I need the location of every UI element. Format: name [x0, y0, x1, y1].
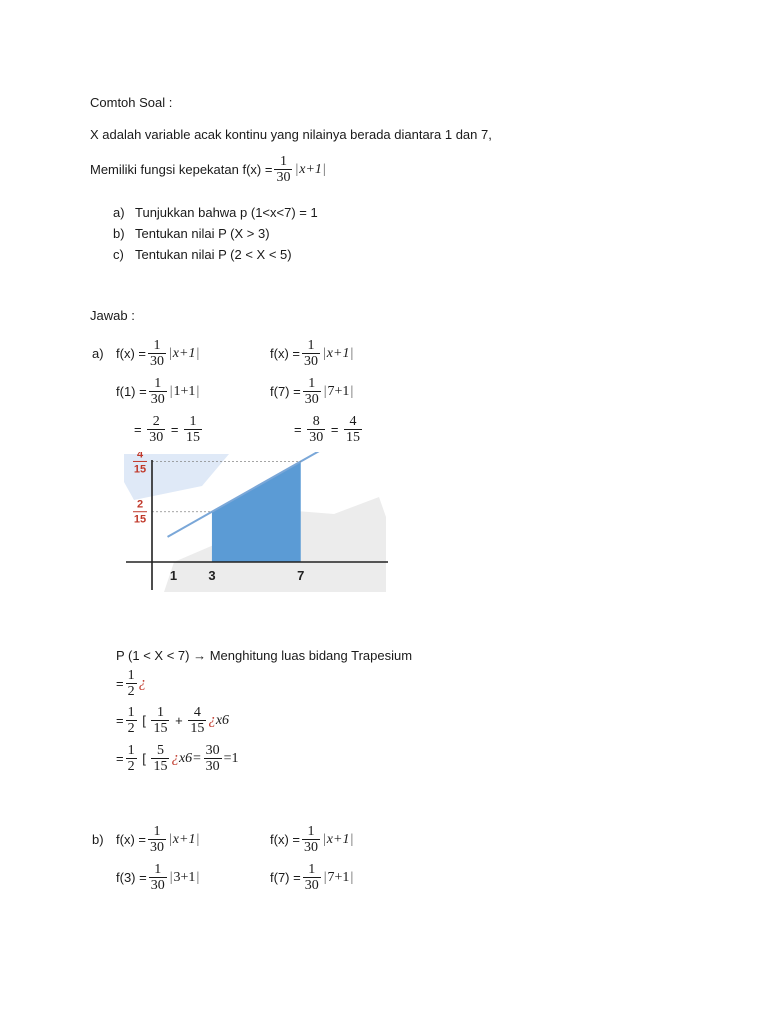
question-c: c) Tentukan nilai P (2 < X < 5)	[113, 247, 292, 262]
part-b-f3: f(3) = $\frac{1}{30}$ | 3+1 |	[116, 862, 200, 893]
density-fraction: $\frac{1}{30}$	[276, 154, 291, 185]
x-tick-label: 7	[297, 568, 305, 583]
density-prefix: Memiliki fungsi kepekatan f(x) =	[90, 162, 273, 177]
part-b-f7: f(7) = $\frac{1}{30}$ | 7+1 |	[270, 862, 354, 893]
part-a-fx-right: f(x) = $\frac{1}{30}$ | x+1 |	[270, 338, 354, 369]
part-a-label: a)	[92, 346, 104, 361]
part-a-fx-left: a) f(x) = $\frac{1}{30}$ | x+1 |	[92, 338, 200, 369]
y-tick-label-num: 2	[136, 498, 144, 511]
x-tick-label: 3	[208, 568, 216, 583]
background-shape-blue	[124, 454, 229, 500]
area-calc-line-2: = $\frac{1}{2}$ [ $\frac{1}{15}$ + $\frac{4}{15}$ ¿ x6	[116, 705, 230, 736]
part-a-f7-result: = $\frac{8}{30}$ = $\frac{4}{15}$	[294, 414, 361, 445]
shaded-area	[212, 461, 301, 562]
part-b-fx-right: f(x) = $\frac{1}{30}$ | x+1 |	[270, 824, 354, 855]
part-a-f7: f(7) = $\frac{1}{30}$ | 7+1 |	[270, 376, 354, 407]
question-b: b) Tentukan nilai P (X > 3)	[113, 226, 270, 241]
x-tick-label: 1	[169, 568, 178, 583]
part-a-f1: f(1) = $\frac{1}{30}$ | 1+1 |	[116, 376, 200, 407]
area-intro: P (1 < X < 7) → Menghitung luas bidang Trapesium	[116, 648, 413, 663]
question-a: a) Tunjukkan bahwa p (1<x<7) = 1	[113, 205, 318, 220]
area-calc-line-3: = $\frac{1}{2}$ [ $\frac{5}{15}$ ¿ x6= $\frac{30}{30}$ =1	[116, 743, 239, 774]
part-b-label: b)	[92, 832, 104, 847]
area-calc-line-1: = $\frac{1}{2}$ ¿	[116, 668, 147, 699]
density-line: Memiliki fungsi kepekatan f(x) = $\frac{1}{30}$ | x+1 |	[90, 154, 326, 185]
y-tick-label-den: 15	[133, 513, 147, 526]
trapezoid-chart-svg	[124, 452, 390, 592]
y-tick-label-den: 15	[133, 463, 147, 476]
answer-heading: Jawab :	[90, 308, 135, 323]
trapezoid-chart	[124, 452, 390, 597]
part-a-f1-result: = $\frac{2}{30}$ = $\frac{1}{15}$	[134, 414, 201, 445]
density-expression: x+1	[299, 161, 322, 177]
part-b-fx-left: b) f(x) = $\frac{1}{30}$ | x+1 |	[92, 824, 200, 855]
y-tick-label-num: 4	[136, 452, 144, 461]
statement: X adalah variable acak kontinu yang nilainya berada diantara 1 dan 7,	[90, 127, 492, 142]
heading: Comtoh Soal :	[90, 95, 173, 110]
